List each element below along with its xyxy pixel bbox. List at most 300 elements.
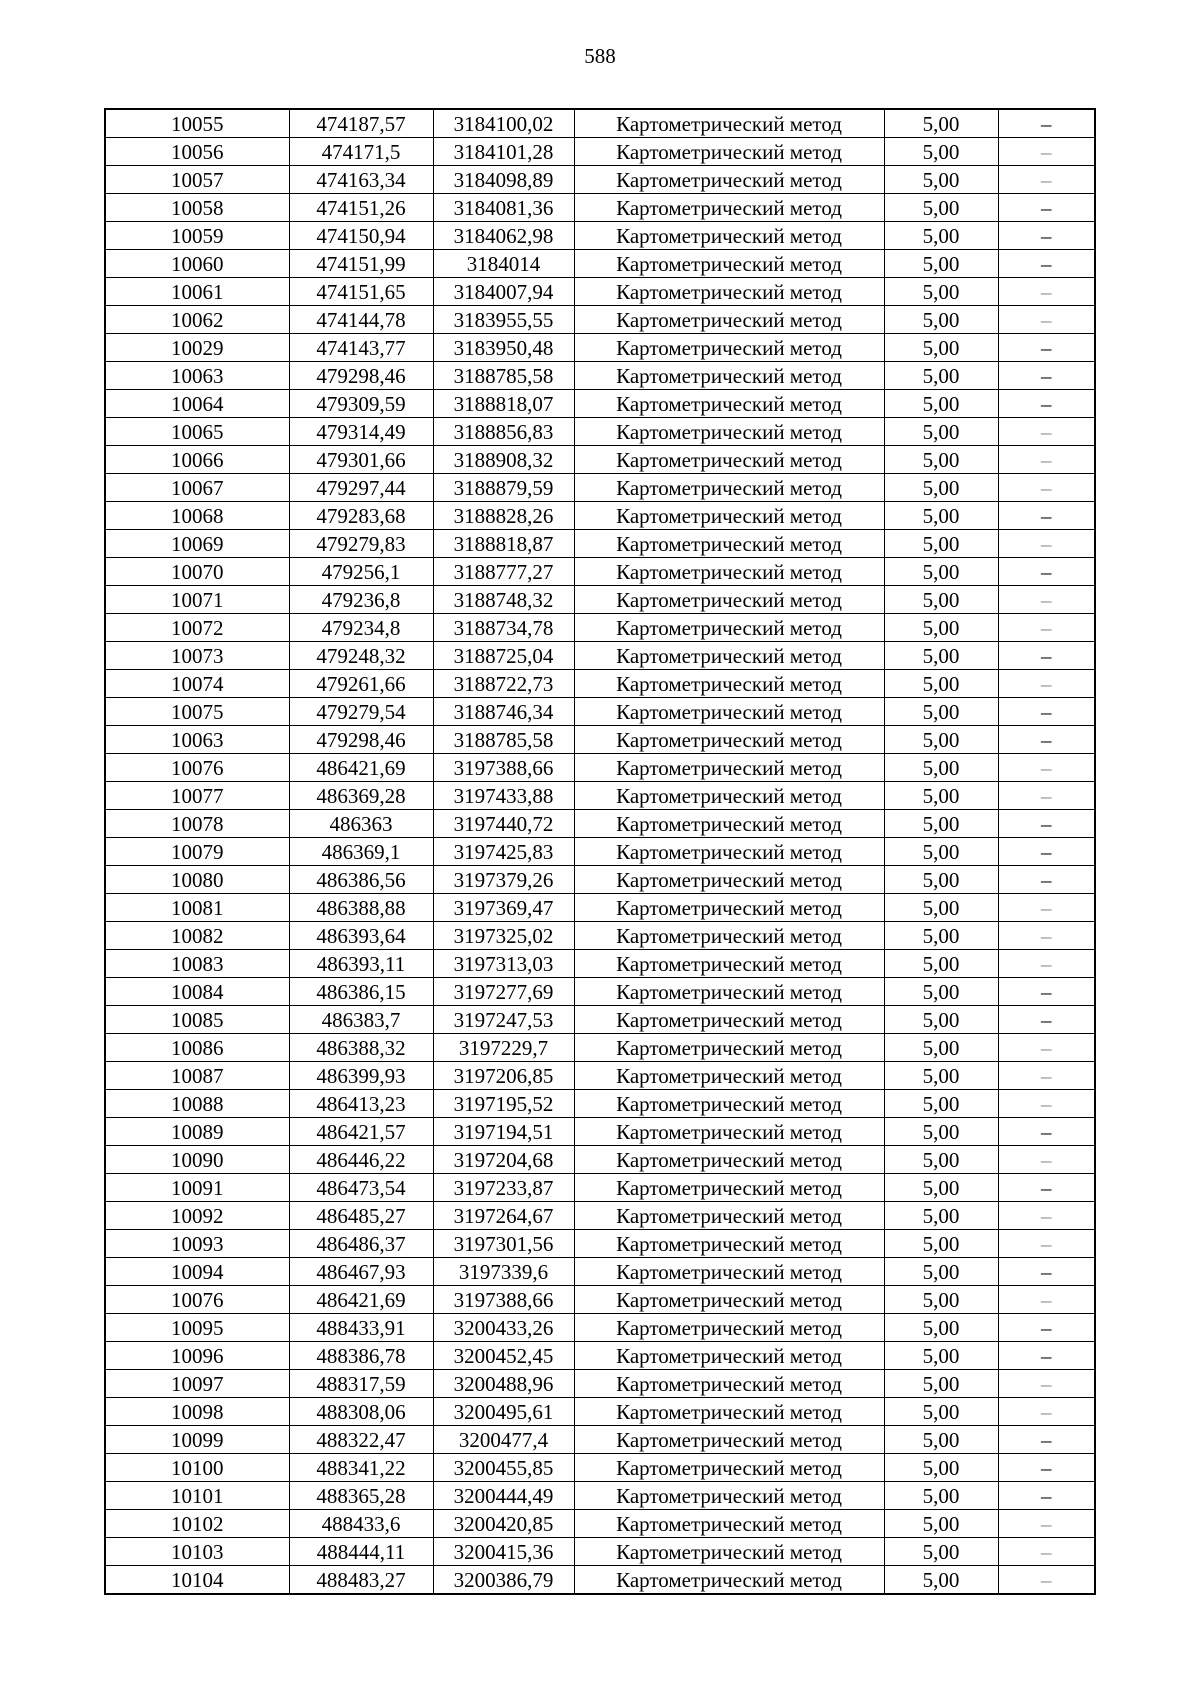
method-cell: Картометрический метод — [574, 334, 884, 362]
point-id-cell: 10084 — [105, 978, 289, 1006]
y-coordinate-cell: 3200415,36 — [433, 1538, 574, 1566]
y-coordinate-cell: 3188785,58 — [433, 726, 574, 754]
note-cell: – — [998, 1174, 1095, 1202]
method-cell: Картометрический метод — [574, 1454, 884, 1482]
table-row — [105, 1342, 1095, 1370]
table-row — [105, 978, 1095, 1006]
point-id-cell: 10086 — [105, 1034, 289, 1062]
x-coordinate-cell: 488322,47 — [289, 1426, 433, 1454]
point-id-cell: 10098 — [105, 1398, 289, 1426]
note-cell: – — [998, 922, 1095, 950]
note-cell: – — [998, 642, 1095, 670]
method-cell: Картометрический метод — [574, 698, 884, 726]
table-row — [105, 1454, 1095, 1482]
note-cell: – — [998, 838, 1095, 866]
table-row — [105, 1370, 1095, 1398]
accuracy-cell: 5,00 — [884, 306, 998, 334]
accuracy-cell: 5,00 — [884, 362, 998, 390]
y-coordinate-cell: 3184081,36 — [433, 194, 574, 222]
y-coordinate-cell: 3197379,26 — [433, 866, 574, 894]
note-cell: – — [998, 1482, 1095, 1510]
accuracy-cell: 5,00 — [884, 1482, 998, 1510]
method-cell: Картометрический метод — [574, 978, 884, 1006]
y-coordinate-cell: 3197194,51 — [433, 1118, 574, 1146]
y-coordinate-cell: 3183955,55 — [433, 306, 574, 334]
table-row — [105, 614, 1095, 642]
accuracy-cell: 5,00 — [884, 838, 998, 866]
x-coordinate-cell: 479261,66 — [289, 670, 433, 698]
note-cell: – — [998, 894, 1095, 922]
y-coordinate-cell: 3188818,87 — [433, 530, 574, 558]
coordinates-table-body — [105, 109, 1095, 1594]
accuracy-cell: 5,00 — [884, 1006, 998, 1034]
note-cell: – — [998, 1258, 1095, 1286]
y-coordinate-cell: 3188785,58 — [433, 362, 574, 390]
note-cell: – — [998, 1146, 1095, 1174]
point-id-cell: 10076 — [105, 1286, 289, 1314]
point-id-cell: 10074 — [105, 670, 289, 698]
note-cell: – — [998, 194, 1095, 222]
y-coordinate-cell: 3200452,45 — [433, 1342, 574, 1370]
point-id-cell: 10063 — [105, 726, 289, 754]
accuracy-cell: 5,00 — [884, 1230, 998, 1258]
note-cell: – — [998, 586, 1095, 614]
note-cell: – — [998, 698, 1095, 726]
table-row — [105, 1146, 1095, 1174]
x-coordinate-cell: 488433,6 — [289, 1510, 433, 1538]
note-cell: – — [998, 1118, 1095, 1146]
method-cell: Картометрический метод — [574, 446, 884, 474]
y-coordinate-cell: 3197313,03 — [433, 950, 574, 978]
table-row — [105, 1230, 1095, 1258]
method-cell: Картометрический метод — [574, 614, 884, 642]
y-coordinate-cell: 3197325,02 — [433, 922, 574, 950]
accuracy-cell: 5,00 — [884, 1314, 998, 1342]
point-id-cell: 10062 — [105, 306, 289, 334]
point-id-cell: 10090 — [105, 1146, 289, 1174]
table-row — [105, 1566, 1095, 1595]
accuracy-cell: 5,00 — [884, 502, 998, 530]
method-cell: Картометрический метод — [574, 1202, 884, 1230]
x-coordinate-cell: 488483,27 — [289, 1566, 433, 1595]
x-coordinate-cell: 474187,57 — [289, 109, 433, 138]
point-id-cell: 10067 — [105, 474, 289, 502]
note-cell: – — [998, 306, 1095, 334]
method-cell: Картометрический метод — [574, 1510, 884, 1538]
note-cell: – — [998, 418, 1095, 446]
table-row — [105, 586, 1095, 614]
method-cell: Картометрический метод — [574, 1286, 884, 1314]
table-row — [105, 1538, 1095, 1566]
y-coordinate-cell: 3200420,85 — [433, 1510, 574, 1538]
method-cell: Картометрический метод — [574, 1566, 884, 1595]
table-row — [105, 530, 1095, 558]
table-row — [105, 1090, 1095, 1118]
method-cell: Картометрический метод — [574, 418, 884, 446]
accuracy-cell: 5,00 — [884, 1566, 998, 1595]
x-coordinate-cell: 486386,15 — [289, 978, 433, 1006]
table-row — [105, 1258, 1095, 1286]
method-cell: Картометрический метод — [574, 166, 884, 194]
table-row — [105, 390, 1095, 418]
x-coordinate-cell: 479283,68 — [289, 502, 433, 530]
y-coordinate-cell: 3188818,07 — [433, 390, 574, 418]
x-coordinate-cell: 479309,59 — [289, 390, 433, 418]
method-cell: Картометрический метод — [574, 922, 884, 950]
point-id-cell: 10088 — [105, 1090, 289, 1118]
note-cell: – — [998, 866, 1095, 894]
y-coordinate-cell: 3183950,48 — [433, 334, 574, 362]
note-cell: – — [998, 138, 1095, 166]
table-row — [105, 278, 1095, 306]
note-cell: – — [998, 1006, 1095, 1034]
y-coordinate-cell: 3197369,47 — [433, 894, 574, 922]
table-row — [105, 502, 1095, 530]
table-row — [105, 222, 1095, 250]
method-cell: Картометрический метод — [574, 642, 884, 670]
note-cell: – — [998, 250, 1095, 278]
point-id-cell: 10064 — [105, 390, 289, 418]
accuracy-cell: 5,00 — [884, 418, 998, 446]
accuracy-cell: 5,00 — [884, 1370, 998, 1398]
table-row — [105, 1426, 1095, 1454]
table-row — [105, 838, 1095, 866]
point-id-cell: 10089 — [105, 1118, 289, 1146]
x-coordinate-cell: 486369,1 — [289, 838, 433, 866]
x-coordinate-cell: 474151,26 — [289, 194, 433, 222]
point-id-cell: 10059 — [105, 222, 289, 250]
note-cell: – — [998, 1314, 1095, 1342]
point-id-cell: 10079 — [105, 838, 289, 866]
point-id-cell: 10094 — [105, 1258, 289, 1286]
y-coordinate-cell: 3200455,85 — [433, 1454, 574, 1482]
accuracy-cell: 5,00 — [884, 1118, 998, 1146]
x-coordinate-cell: 474151,99 — [289, 250, 433, 278]
accuracy-cell: 5,00 — [884, 670, 998, 698]
y-coordinate-cell: 3184100,02 — [433, 109, 574, 138]
y-coordinate-cell: 3197339,6 — [433, 1258, 574, 1286]
y-coordinate-cell: 3197229,7 — [433, 1034, 574, 1062]
point-id-cell: 10077 — [105, 782, 289, 810]
table-row — [105, 1286, 1095, 1314]
accuracy-cell: 5,00 — [884, 1398, 998, 1426]
method-cell: Картометрический метод — [574, 530, 884, 558]
x-coordinate-cell: 486399,93 — [289, 1062, 433, 1090]
note-cell: – — [998, 754, 1095, 782]
accuracy-cell: 5,00 — [884, 166, 998, 194]
note-cell: – — [998, 390, 1095, 418]
y-coordinate-cell: 3197425,83 — [433, 838, 574, 866]
method-cell: Картометрический метод — [574, 138, 884, 166]
table-row — [105, 334, 1095, 362]
y-coordinate-cell: 3200386,79 — [433, 1566, 574, 1595]
point-id-cell: 10065 — [105, 418, 289, 446]
x-coordinate-cell: 488433,91 — [289, 1314, 433, 1342]
x-coordinate-cell: 474151,65 — [289, 278, 433, 306]
x-coordinate-cell: 488386,78 — [289, 1342, 433, 1370]
table-row — [105, 250, 1095, 278]
note-cell: – — [998, 782, 1095, 810]
table-row — [105, 194, 1095, 222]
method-cell: Картометрический метод — [574, 1426, 884, 1454]
x-coordinate-cell: 488317,59 — [289, 1370, 433, 1398]
x-coordinate-cell: 486393,64 — [289, 922, 433, 950]
method-cell: Картометрический метод — [574, 754, 884, 782]
point-id-cell: 10069 — [105, 530, 289, 558]
point-id-cell: 10070 — [105, 558, 289, 586]
table-row — [105, 109, 1095, 138]
method-cell: Картометрический метод — [574, 558, 884, 586]
table-row — [105, 558, 1095, 586]
method-cell: Картометрический метод — [574, 278, 884, 306]
accuracy-cell: 5,00 — [884, 222, 998, 250]
note-cell: – — [998, 1426, 1095, 1454]
point-id-cell: 10099 — [105, 1426, 289, 1454]
accuracy-cell: 5,00 — [884, 1426, 998, 1454]
note-cell: – — [998, 1062, 1095, 1090]
accuracy-cell: 5,00 — [884, 334, 998, 362]
note-cell: – — [998, 1286, 1095, 1314]
table-row — [105, 894, 1095, 922]
y-coordinate-cell: 3188734,78 — [433, 614, 574, 642]
point-id-cell: 10102 — [105, 1510, 289, 1538]
note-cell: – — [998, 1454, 1095, 1482]
point-id-cell: 10101 — [105, 1482, 289, 1510]
method-cell: Картометрический метод — [574, 1370, 884, 1398]
method-cell: Картометрический метод — [574, 1034, 884, 1062]
note-cell: – — [998, 1342, 1095, 1370]
method-cell: Картометрический метод — [574, 1006, 884, 1034]
method-cell: Картометрический метод — [574, 1230, 884, 1258]
accuracy-cell: 5,00 — [884, 138, 998, 166]
note-cell: – — [998, 362, 1095, 390]
note-cell: – — [998, 726, 1095, 754]
x-coordinate-cell: 479298,46 — [289, 362, 433, 390]
x-coordinate-cell: 479298,46 — [289, 726, 433, 754]
accuracy-cell: 5,00 — [884, 1538, 998, 1566]
table-row — [105, 362, 1095, 390]
note-cell: – — [998, 670, 1095, 698]
y-coordinate-cell: 3197247,53 — [433, 1006, 574, 1034]
method-cell: Картометрический метод — [574, 1062, 884, 1090]
accuracy-cell: 5,00 — [884, 642, 998, 670]
accuracy-cell: 5,00 — [884, 194, 998, 222]
accuracy-cell: 5,00 — [884, 1146, 998, 1174]
method-cell: Картометрический метод — [574, 1174, 884, 1202]
note-cell: – — [998, 810, 1095, 838]
accuracy-cell: 5,00 — [884, 1034, 998, 1062]
point-id-cell: 10103 — [105, 1538, 289, 1566]
method-cell: Картометрический метод — [574, 726, 884, 754]
point-id-cell: 10056 — [105, 138, 289, 166]
table-row — [105, 1202, 1095, 1230]
x-coordinate-cell: 486421,69 — [289, 754, 433, 782]
accuracy-cell: 5,00 — [884, 614, 998, 642]
x-coordinate-cell: 474163,34 — [289, 166, 433, 194]
x-coordinate-cell: 488444,11 — [289, 1538, 433, 1566]
accuracy-cell: 5,00 — [884, 390, 998, 418]
method-cell: Картометрический метод — [574, 1258, 884, 1286]
y-coordinate-cell: 3184101,28 — [433, 138, 574, 166]
y-coordinate-cell: 3188725,04 — [433, 642, 574, 670]
method-cell: Картометрический метод — [574, 109, 884, 138]
x-coordinate-cell: 474150,94 — [289, 222, 433, 250]
x-coordinate-cell: 488365,28 — [289, 1482, 433, 1510]
y-coordinate-cell: 3200477,4 — [433, 1426, 574, 1454]
x-coordinate-cell: 479301,66 — [289, 446, 433, 474]
note-cell: – — [998, 1538, 1095, 1566]
y-coordinate-cell: 3188722,73 — [433, 670, 574, 698]
method-cell: Картометрический метод — [574, 194, 884, 222]
x-coordinate-cell: 486363 — [289, 810, 433, 838]
note-cell: – — [998, 446, 1095, 474]
coordinates-table — [104, 108, 1096, 1595]
y-coordinate-cell: 3188748,32 — [433, 586, 574, 614]
x-coordinate-cell: 486383,7 — [289, 1006, 433, 1034]
point-id-cell: 10055 — [105, 109, 289, 138]
accuracy-cell: 5,00 — [884, 1090, 998, 1118]
y-coordinate-cell: 3188879,59 — [433, 474, 574, 502]
y-coordinate-cell: 3188908,32 — [433, 446, 574, 474]
note-cell: – — [998, 1566, 1095, 1595]
table-row — [105, 922, 1095, 950]
note-cell: – — [998, 950, 1095, 978]
accuracy-cell: 5,00 — [884, 109, 998, 138]
method-cell: Картометрический метод — [574, 1118, 884, 1146]
note-cell: – — [998, 278, 1095, 306]
table-row — [105, 1118, 1095, 1146]
accuracy-cell: 5,00 — [884, 1062, 998, 1090]
y-coordinate-cell: 3184007,94 — [433, 278, 574, 306]
y-coordinate-cell: 3197204,68 — [433, 1146, 574, 1174]
x-coordinate-cell: 479279,83 — [289, 530, 433, 558]
x-coordinate-cell: 488341,22 — [289, 1454, 433, 1482]
point-id-cell: 10078 — [105, 810, 289, 838]
point-id-cell: 10057 — [105, 166, 289, 194]
accuracy-cell: 5,00 — [884, 250, 998, 278]
accuracy-cell: 5,00 — [884, 726, 998, 754]
point-id-cell: 10097 — [105, 1370, 289, 1398]
accuracy-cell: 5,00 — [884, 950, 998, 978]
accuracy-cell: 5,00 — [884, 1510, 998, 1538]
note-cell: – — [998, 558, 1095, 586]
note-cell: – — [998, 502, 1095, 530]
table-row — [105, 726, 1095, 754]
accuracy-cell: 5,00 — [884, 474, 998, 502]
x-coordinate-cell: 486446,22 — [289, 1146, 433, 1174]
point-id-cell: 10093 — [105, 1230, 289, 1258]
accuracy-cell: 5,00 — [884, 586, 998, 614]
x-coordinate-cell: 486388,32 — [289, 1034, 433, 1062]
note-cell: – — [998, 166, 1095, 194]
point-id-cell: 10085 — [105, 1006, 289, 1034]
table-row — [105, 642, 1095, 670]
point-id-cell: 10068 — [105, 502, 289, 530]
note-cell: – — [998, 1090, 1095, 1118]
method-cell: Картометрический метод — [574, 222, 884, 250]
method-cell: Картометрический метод — [574, 1482, 884, 1510]
note-cell: – — [998, 222, 1095, 250]
point-id-cell: 10087 — [105, 1062, 289, 1090]
x-coordinate-cell: 486467,93 — [289, 1258, 433, 1286]
method-cell: Картометрический метод — [574, 894, 884, 922]
table-row — [105, 418, 1095, 446]
method-cell: Картометрический метод — [574, 474, 884, 502]
accuracy-cell: 5,00 — [884, 446, 998, 474]
accuracy-cell: 5,00 — [884, 894, 998, 922]
table-row — [105, 138, 1095, 166]
accuracy-cell: 5,00 — [884, 1174, 998, 1202]
accuracy-cell: 5,00 — [884, 922, 998, 950]
accuracy-cell: 5,00 — [884, 1258, 998, 1286]
method-cell: Картометрический метод — [574, 586, 884, 614]
y-coordinate-cell: 3197301,56 — [433, 1230, 574, 1258]
method-cell: Картометрический метод — [574, 1146, 884, 1174]
table-row — [105, 446, 1095, 474]
accuracy-cell: 5,00 — [884, 698, 998, 726]
x-coordinate-cell: 474144,78 — [289, 306, 433, 334]
y-coordinate-cell: 3197277,69 — [433, 978, 574, 1006]
x-coordinate-cell: 479234,8 — [289, 614, 433, 642]
note-cell: – — [998, 1230, 1095, 1258]
x-coordinate-cell: 486421,57 — [289, 1118, 433, 1146]
x-coordinate-cell: 488308,06 — [289, 1398, 433, 1426]
y-coordinate-cell: 3197264,67 — [433, 1202, 574, 1230]
x-coordinate-cell: 486486,37 — [289, 1230, 433, 1258]
y-coordinate-cell: 3188777,27 — [433, 558, 574, 586]
method-cell: Картометрический метод — [574, 866, 884, 894]
point-id-cell: 10104 — [105, 1566, 289, 1595]
method-cell: Картометрический метод — [574, 502, 884, 530]
method-cell: Картометрический метод — [574, 306, 884, 334]
y-coordinate-cell: 3188746,34 — [433, 698, 574, 726]
method-cell: Картометрический метод — [574, 362, 884, 390]
x-coordinate-cell: 474171,5 — [289, 138, 433, 166]
y-coordinate-cell: 3184014 — [433, 250, 574, 278]
method-cell: Картометрический метод — [574, 1538, 884, 1566]
y-coordinate-cell: 3200444,49 — [433, 1482, 574, 1510]
method-cell: Картометрический метод — [574, 838, 884, 866]
x-coordinate-cell: 486421,69 — [289, 1286, 433, 1314]
table-row — [105, 754, 1095, 782]
point-id-cell: 10095 — [105, 1314, 289, 1342]
point-id-cell: 10075 — [105, 698, 289, 726]
x-coordinate-cell: 479256,1 — [289, 558, 433, 586]
method-cell: Картометрический метод — [574, 782, 884, 810]
x-coordinate-cell: 479248,32 — [289, 642, 433, 670]
y-coordinate-cell: 3188856,83 — [433, 418, 574, 446]
point-id-cell: 10071 — [105, 586, 289, 614]
accuracy-cell: 5,00 — [884, 810, 998, 838]
method-cell: Картометрический метод — [574, 1398, 884, 1426]
method-cell: Картометрический метод — [574, 670, 884, 698]
point-id-cell: 10029 — [105, 334, 289, 362]
point-id-cell: 10058 — [105, 194, 289, 222]
table-row — [105, 950, 1095, 978]
y-coordinate-cell: 3188828,26 — [433, 502, 574, 530]
table-row — [105, 306, 1095, 334]
note-cell: – — [998, 474, 1095, 502]
accuracy-cell: 5,00 — [884, 866, 998, 894]
note-cell: – — [998, 614, 1095, 642]
y-coordinate-cell: 3200433,26 — [433, 1314, 574, 1342]
x-coordinate-cell: 486485,27 — [289, 1202, 433, 1230]
y-coordinate-cell: 3197206,85 — [433, 1062, 574, 1090]
accuracy-cell: 5,00 — [884, 530, 998, 558]
x-coordinate-cell: 479236,8 — [289, 586, 433, 614]
accuracy-cell: 5,00 — [884, 754, 998, 782]
point-id-cell: 10060 — [105, 250, 289, 278]
